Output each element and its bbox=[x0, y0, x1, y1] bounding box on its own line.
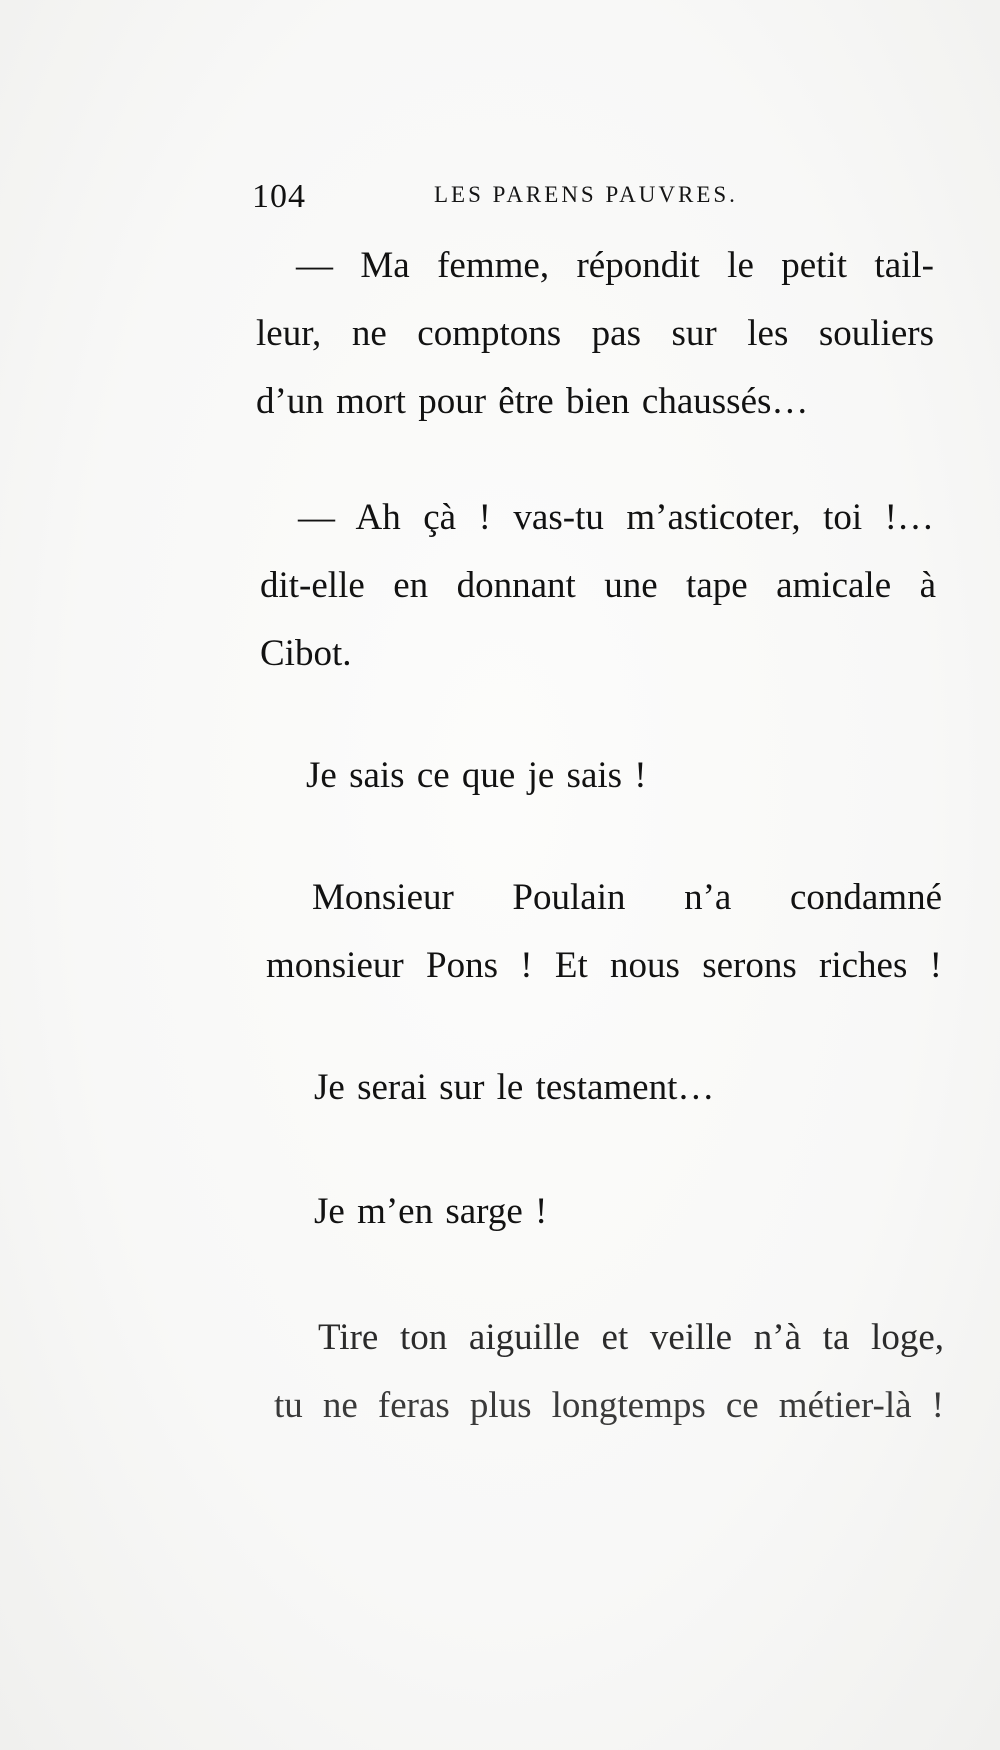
text-line-13: tu ne feras plus longtemps ce métier-là ! bbox=[274, 1385, 944, 1426]
text-line-6: Cibot. bbox=[260, 633, 352, 674]
text-line-3: d’un mort pour être bien chaussés… bbox=[256, 381, 809, 422]
text-line-1: — Ma femme, répondit le petit tail- bbox=[296, 245, 934, 286]
text-line-8: Monsieur Poulain n’a condamné bbox=[312, 877, 942, 918]
text-line-12: Tire ton aiguille et veille n’à ta loge, bbox=[318, 1317, 944, 1358]
text-line-5: dit-elle en donnant une tape amicale à bbox=[260, 565, 936, 606]
text-line-9: monsieur Pons ! Et nous serons riches ! bbox=[266, 945, 942, 986]
text-line-10: Je serai sur le testament… bbox=[314, 1067, 715, 1108]
text-line-2: leur, ne comptons pas sur les souliers bbox=[256, 313, 934, 354]
running-title: LES PARENS PAUVRES. bbox=[434, 182, 738, 207]
running-head bbox=[252, 178, 772, 218]
text-line-4: — Ah çà ! vas-tu m’asticoter, toi !… bbox=[298, 497, 934, 538]
page-number: 104 bbox=[252, 178, 306, 215]
text-line-11: Je m’en sarge ! bbox=[314, 1191, 548, 1232]
text-line-7: Je sais ce que je sais ! bbox=[306, 755, 647, 796]
